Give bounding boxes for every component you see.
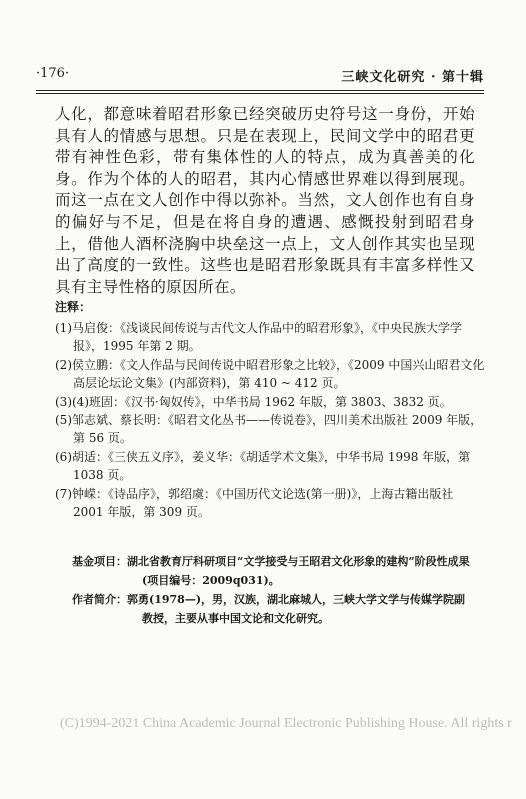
funding-info	[72, 552, 472, 628]
header-rule	[36, 90, 484, 91]
note-item: (7)钟嵘：《诗品序》，郭绍虞：《中国历代文论选(第一册)》，上海古籍出版社 2001 年版，第 309 页。	[55, 486, 454, 520]
note-item: (3)(4)班固：《汉书·匈奴传》，中华书局 1962 年版，第 3803、3832 页。	[55, 394, 452, 409]
body-text	[55, 104, 475, 298]
fund-line: 基金项目：湖北省教育厅科研项目“文学接受与王昭君文化形象的建构”阶段性成果(项目编号：2009q031)。	[72, 555, 470, 587]
notes-title: 注释：	[55, 300, 92, 314]
note-item: (1)马启俊：《浅谈民间传说与古代文人作品中的昭君形象》，《中央民族大学学报》，1995 年第 2 期。	[55, 321, 463, 354]
notes-section	[55, 298, 485, 521]
journal-title: 三峡文化研究 · 第十辑	[341, 70, 484, 85]
note-item: (6)胡适：《三侠五义序》，姜义华：《胡适学术文集》，中华书局 1998 年版，第 1038 页。	[55, 449, 471, 483]
body-paragraph: 人化，都意味着昭君形象已经突破历史符号这一身份，开始具有人的情感与思想。只是在表现上，民间文学中的昭君更带有神性色彩，带有集体性的人的特点，成为真善美的化身。作为个体的人的昭君，其内心情感世界难以得到展现。而这一点在文人创作中得以弥补。当然，文人创作也有自身的偏好与不足，但是在将自身的遭遇、感慨投射到昭君身上，借他人酒杯浇胸中块垒这一点上，文人创作其实也呈现出了高度的一致性。这些也是昭君形象既具有丰富多样性又具有主导性格的原因所在。	[55, 105, 475, 296]
note-item: (5)邹志斌、蔡长明：《昭君文化丛书——传说卷》，四川美术出版社 2009 年版，第 56 页。	[55, 413, 483, 446]
copyright-watermark: (C)1994-2021 China Academic Journal Electronic Publishing House. All rights r	[60, 716, 512, 731]
author-line: 作者简介：郭勇(1978—)，男，汉族，湖北麻城人，三峡大学文学与传媒学院副教授，主要从事中国文论和文化研究。	[72, 593, 466, 625]
header-rule-thin	[36, 93, 484, 94]
page-number: ·176·	[36, 66, 70, 81]
running-header	[36, 66, 484, 86]
note-item: (2)侯立鹏：《文人作品与民间传说中昭君形象之比较》，《2009 中国兴山昭君文化高层论坛论文集》(内部资料)，第 410 ~ 412 页。	[55, 357, 485, 391]
